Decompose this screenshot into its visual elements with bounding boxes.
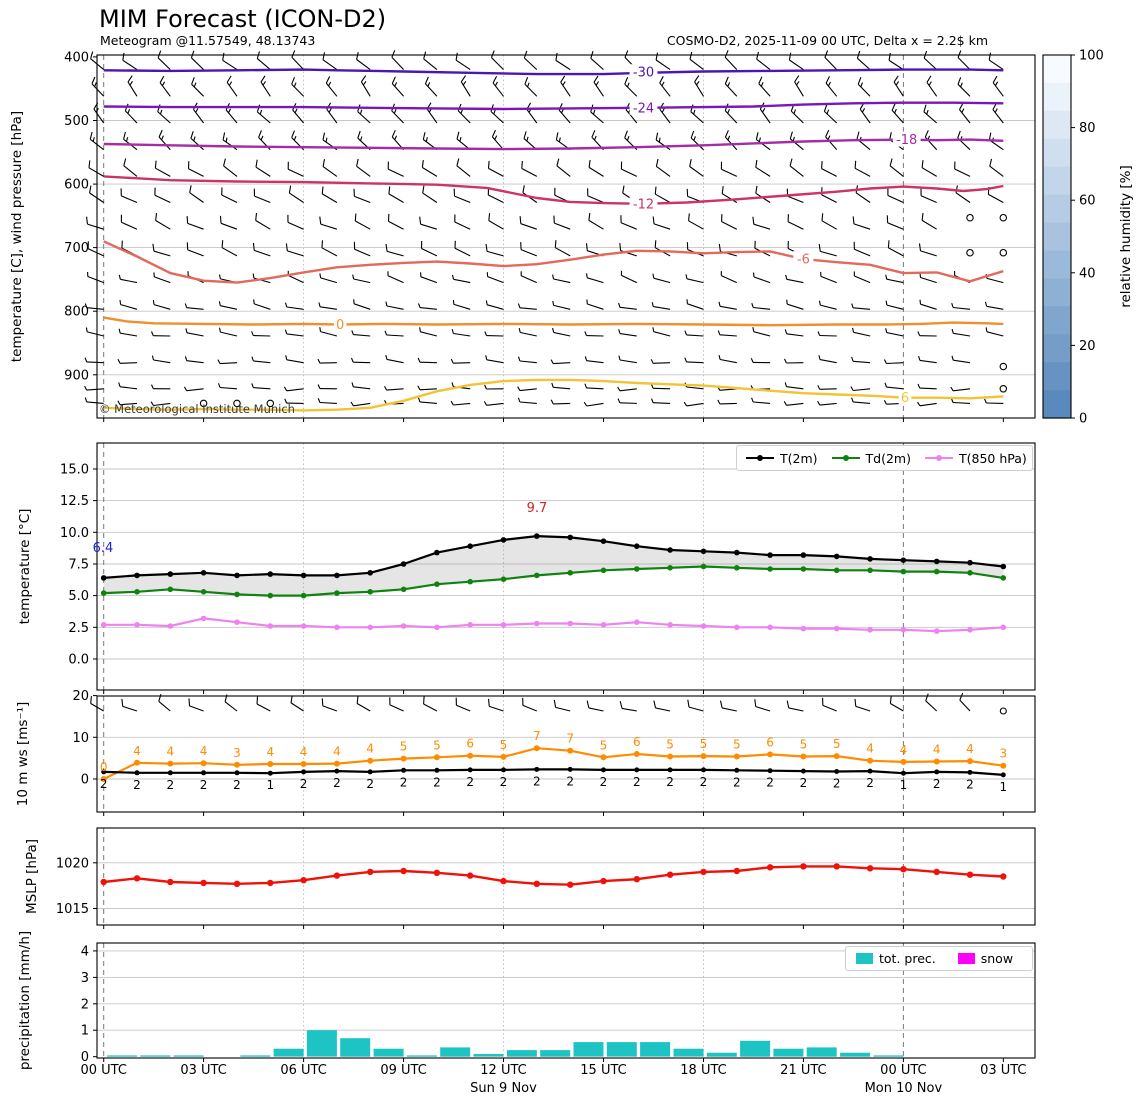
- svg-text:7.5: 7.5: [68, 557, 89, 573]
- svg-text:400: 400: [64, 50, 89, 66]
- precip-bar: [873, 1055, 903, 1056]
- page-title: MIM Forecast (ICON-D2): [99, 5, 387, 33]
- mean-wind-value-label: 2: [632, 774, 641, 789]
- temperature-legend: [736, 445, 1033, 471]
- svg-text:1020: 1020: [55, 856, 89, 872]
- mean-wind-value-label: 2: [199, 777, 208, 792]
- svg-text:500: 500: [64, 114, 89, 129]
- mean-wind-value-label: 2: [499, 774, 508, 789]
- mean-wind-value-label: 1: [266, 778, 275, 793]
- totprec-patch-icon: [856, 953, 873, 964]
- svg-text:700: 700: [64, 241, 89, 257]
- gust-value-label: 4: [366, 741, 375, 756]
- precip-bar: [174, 1055, 204, 1056]
- svg-text:80: 80: [1079, 121, 1096, 137]
- temperature-panel: [17, 443, 1035, 694]
- svg-text:800: 800: [64, 304, 89, 320]
- t2m-legend-label: T(2m): [780, 450, 818, 466]
- mean-wind-value-label: 2: [433, 775, 441, 790]
- gust-value-label: 3: [233, 745, 241, 760]
- svg-text:2: 2: [80, 997, 89, 1013]
- t2m-line-marker-icon: [746, 457, 774, 459]
- time-tick-label: 03 UTC: [180, 1063, 227, 1078]
- precip-bars: [107, 1030, 903, 1057]
- svg-text:1: 1: [80, 1023, 89, 1039]
- gust-value-label: 0: [99, 760, 108, 774]
- gust-value-label: 3: [999, 746, 1008, 761]
- precip-bar: [474, 1054, 504, 1057]
- time-tick-label: 21 UTC: [780, 1063, 827, 1078]
- gust-value-label: 5: [699, 737, 708, 752]
- contour--24: [104, 103, 1004, 109]
- mean-wind-value-label: 2: [366, 776, 375, 791]
- gust-value-label: 4: [966, 742, 974, 757]
- mean-wind-value-label: 2: [99, 776, 108, 791]
- gust-value-label: 5: [599, 738, 608, 753]
- td2m-legend-label: Td(2m): [865, 450, 911, 466]
- svg-text:40: 40: [1079, 266, 1096, 282]
- mean-wind-value-label: 2: [699, 774, 708, 789]
- svg-text:10: 10: [72, 730, 89, 746]
- colorbar-label: relative humidity [%]: [1118, 165, 1134, 308]
- svg-text:0: 0: [80, 1050, 89, 1066]
- precip-bar: [507, 1050, 537, 1057]
- gust-value-label: 6: [632, 735, 641, 749]
- totprec-legend-label: tot. prec.: [879, 951, 936, 966]
- mean-wind-value-label: 2: [666, 774, 674, 789]
- calm-wind-icon: [1000, 215, 1006, 221]
- wind-panel: [15, 689, 1035, 816]
- day-label: Mon 10 Nov: [864, 1081, 943, 1096]
- precip-bar: [340, 1038, 370, 1057]
- precip-bar: [440, 1047, 470, 1056]
- calm-wind-icon: [967, 250, 973, 256]
- t850-line-marker-icon: [925, 457, 953, 459]
- gust-value-label: 5: [799, 737, 808, 752]
- snow-patch-icon: [958, 953, 975, 964]
- precip-bar: [374, 1049, 404, 1057]
- upper-air-panel: [9, 50, 1035, 422]
- calm-wind-icon: [1000, 708, 1006, 714]
- precip-bar: [307, 1030, 337, 1056]
- time-tick-label: 00 UTC: [880, 1063, 927, 1078]
- gust-value-label: 4: [333, 744, 341, 759]
- page-subtitle: Meteogram @11.57549, 48.13743: [100, 33, 316, 48]
- gust-value-label: 5: [732, 737, 741, 752]
- time-tick-label: 03 UTC: [980, 1063, 1027, 1078]
- precip-bar: [740, 1041, 770, 1057]
- time-axis: [80, 1063, 1026, 1096]
- time-tick-label: 18 UTC: [680, 1063, 727, 1078]
- precip-bar: [540, 1050, 570, 1057]
- mean-wind-value-label: 2: [566, 774, 575, 789]
- upper-air-ylabel: temperature [C], wind pressure [hPa]: [9, 110, 25, 363]
- mean-wind-value-label: 2: [166, 777, 175, 792]
- precip-bar: [807, 1047, 837, 1056]
- day-label: Sun 9 Nov: [470, 1081, 537, 1096]
- contour-label-0: 0: [336, 318, 345, 333]
- model-run-info: COSMO-D2, 2025-11-09 00 UTC, Delta x = 2.2$ km: [666, 33, 988, 48]
- contour-0: [104, 318, 1004, 326]
- svg-text:0.0: 0.0: [68, 652, 89, 668]
- gust-value-label: 4: [266, 745, 275, 759]
- gust-value-label: 4: [932, 742, 941, 757]
- contour-label--6: -6: [796, 252, 810, 268]
- precip-bar: [240, 1055, 270, 1056]
- contour-label--30: -30: [632, 65, 655, 81]
- temperature-ylabel: temperature [°C]: [17, 508, 33, 625]
- gust-value-label: 5: [399, 739, 408, 754]
- mean-wind-value-label: 2: [299, 776, 308, 791]
- precipitation-ylabel: precipitation [mm/h]: [17, 930, 33, 1071]
- precip-legend: [845, 946, 1033, 971]
- copyright-note: © Meteorological Institute Munich: [99, 402, 295, 416]
- precip-bar: [107, 1055, 137, 1056]
- mslp-panel: [24, 828, 1035, 929]
- mean-wind-value-label: 2: [766, 775, 774, 790]
- svg-text:2.5: 2.5: [68, 620, 89, 636]
- mean-wind-value-label: 2: [133, 777, 141, 792]
- svg-text:3: 3: [80, 970, 89, 986]
- precip-bar: [407, 1055, 437, 1056]
- gust-value-label: 4: [299, 745, 308, 759]
- gust-value-label: 7: [532, 729, 541, 744]
- svg-text:1015: 1015: [55, 902, 89, 917]
- calm-wind-icon: [1000, 386, 1006, 392]
- time-tick-label: 06 UTC: [280, 1063, 327, 1078]
- gust-value-label: 4: [866, 741, 874, 756]
- mean-wind-value-label: 2: [932, 776, 941, 791]
- calm-wind-icon: [1000, 250, 1006, 256]
- wind-ylabel: 10 m ws [ms⁻¹]: [15, 701, 31, 807]
- svg-text:10.0: 10.0: [60, 525, 89, 541]
- contour-label--12: -12: [632, 197, 655, 213]
- time-tick-label: 09 UTC: [380, 1063, 427, 1078]
- svg-text:12.5: 12.5: [60, 494, 89, 510]
- svg-text:900: 900: [64, 368, 89, 384]
- svg-text:600: 600: [64, 177, 89, 193]
- precip-bar: [840, 1053, 870, 1057]
- legend-entry-t850: [925, 451, 1027, 466]
- humidity-colorbar: [1043, 49, 1134, 427]
- gust-value-label: 6: [466, 736, 475, 751]
- gust-value-label: 4: [199, 744, 208, 759]
- mean-wind-value-label: 2: [832, 776, 841, 791]
- svg-text:100: 100: [1079, 48, 1104, 64]
- legend-entry-snow: [958, 951, 1013, 966]
- contour--30: [104, 70, 1004, 75]
- t850-legend-label: T(850 hPa): [958, 450, 1027, 466]
- calm-wind-icon: [1000, 363, 1006, 369]
- contour-label--18: -18: [896, 133, 918, 149]
- gust-value-label: 6: [766, 735, 774, 750]
- precip-bar: [640, 1042, 670, 1057]
- time-tick-label: 12 UTC: [480, 1063, 527, 1078]
- gust-value-label: 5: [499, 737, 508, 752]
- snow-legend-label: snow: [980, 951, 1014, 966]
- svg-text:15.0: 15.0: [60, 462, 89, 478]
- gust-value-label: 4: [133, 743, 141, 758]
- mean-wind-value-label: 2: [866, 776, 874, 791]
- time-tick-label: 15 UTC: [580, 1063, 627, 1078]
- svg-text:5.0: 5.0: [68, 589, 89, 605]
- tmax-annotation: 9.7: [526, 501, 548, 516]
- svg-text:60: 60: [1079, 193, 1096, 209]
- legend-entry-totprec: [856, 951, 936, 966]
- contour--12: [104, 176, 1004, 203]
- gust-value-label: 5: [832, 737, 841, 752]
- svg-text:0: 0: [1079, 411, 1088, 427]
- mean-wind-value-label: 2: [799, 776, 808, 791]
- precip-bar: [574, 1042, 604, 1057]
- mslp-ylabel: MSLP [hPa]: [24, 838, 40, 915]
- mean-wind-value-label: 2: [233, 777, 241, 792]
- mean-wind-value-label: 2: [532, 774, 541, 789]
- time-tick-label: 00 UTC: [80, 1063, 127, 1078]
- mean-wind-value-label: 1: [899, 778, 908, 793]
- tmin-annotation: 6.4: [92, 541, 114, 556]
- mean-wind-value-label: 2: [599, 774, 608, 789]
- precip-bar: [274, 1049, 304, 1057]
- calm-wind-icon: [967, 215, 973, 221]
- precip-bar: [607, 1042, 637, 1057]
- legend-entry-t2m: [746, 451, 818, 466]
- contour-label--24: -24: [632, 101, 655, 117]
- svg-text:20: 20: [1079, 338, 1096, 354]
- mean-wind-value-label: 1: [999, 779, 1008, 794]
- precip-bar: [773, 1049, 803, 1057]
- contour-label-6: 6: [900, 391, 910, 407]
- precip-bar: [674, 1049, 704, 1057]
- legend-entry-td2m: [832, 451, 911, 466]
- mean-wind-value-label: 2: [399, 775, 408, 790]
- gust-value-label: 7: [566, 731, 575, 746]
- td2m-line-marker-icon: [832, 457, 860, 459]
- dewpoint-spread-fill: [104, 536, 1004, 596]
- mean-wind-value-label: 2: [732, 775, 741, 790]
- mean-wind-value-label: 2: [333, 776, 341, 791]
- mean-wind-value-label: 2: [466, 774, 475, 789]
- svg-text:4: 4: [80, 944, 89, 960]
- gust-value-label: 4: [899, 742, 908, 757]
- gust-value-label: 4: [166, 744, 175, 759]
- svg-text:0: 0: [80, 772, 89, 788]
- mean-wind-value-label: 2: [966, 777, 974, 792]
- precip-bar: [140, 1055, 170, 1056]
- gust-value-label: 5: [666, 737, 674, 752]
- precip-bar: [707, 1053, 737, 1057]
- gust-value-label: 5: [433, 738, 441, 753]
- svg-text:20: 20: [72, 689, 89, 705]
